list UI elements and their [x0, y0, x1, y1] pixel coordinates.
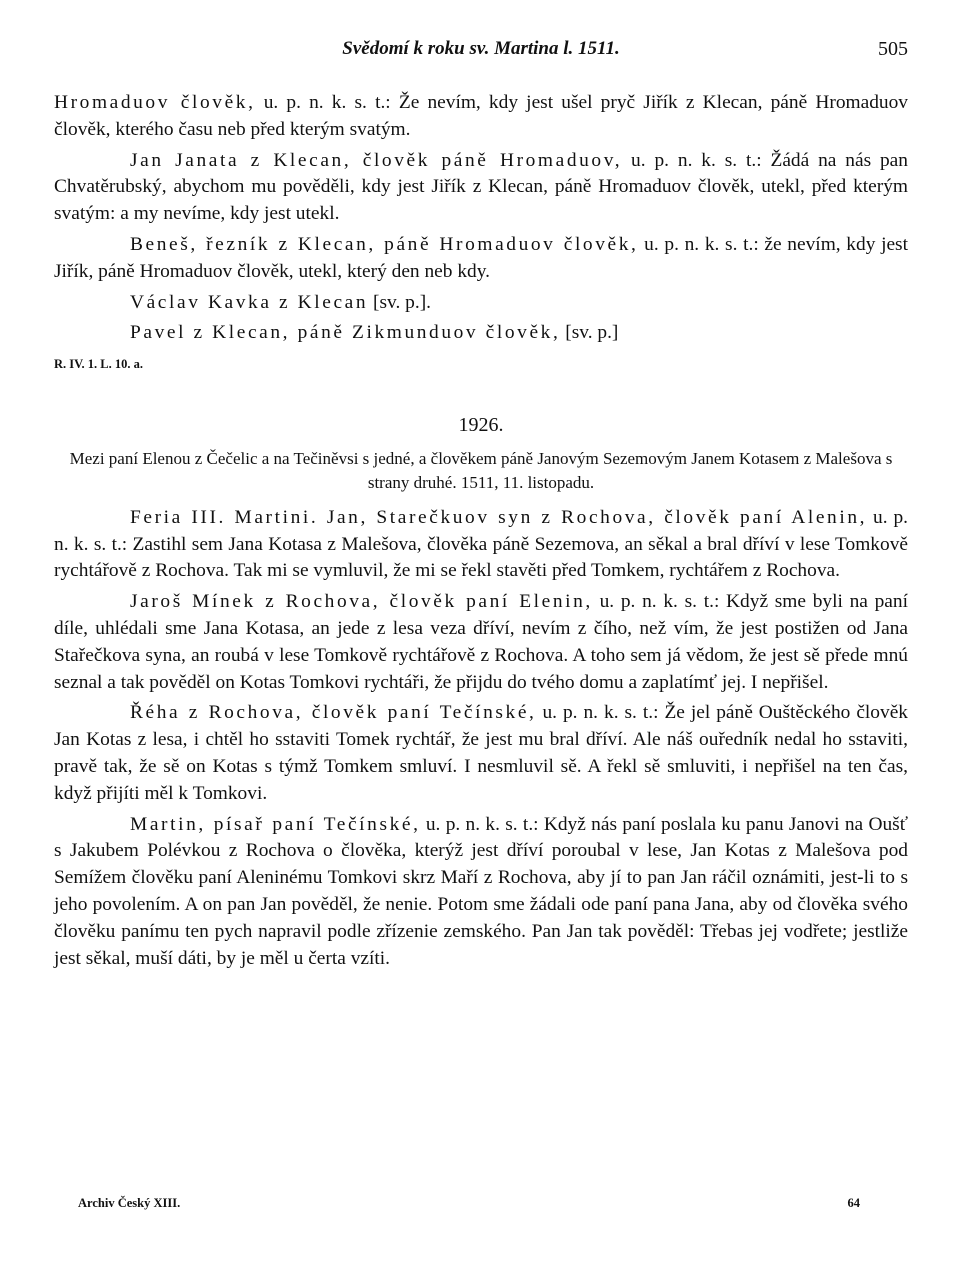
document-regest: Mezi paní Elenou z Čečelic a na Tečiněvsi s jedné, a člověkem páně Janovým Sezemovým Janem Kotasem z Malešova s strany druhé. 1511, 11. listopadu. [69, 448, 893, 492]
entry-martin-pisar [54, 812, 908, 973]
entry-kavka [54, 290, 908, 317]
running-title: Svědomí k roku sv. Martina l. 1511. [342, 38, 620, 59]
testimony: u. p. n. k. s. t.: Když nás paní poslala ku panu Janovi na Oušť s Jakubem Polévkou z Rochova o člověka, kterýž jest dříví poroubal v lese, Jan Kotas z Malešova pod Semížem člověku paní Aleninému Tomkovi skrz Maří z Rochova, aby jí to pan Jan ráčil oznámiti, jest-li to s jeho povolením. A on pan Jan pověděl, že nenie. Potom sme žádali ode paní pana Jana, aby od člověka svého člověku panímu ten pych napravil podle zřízenie zemského. Pan Jan tak pověděl: Třebas jej vodřete; jestliže jest sěkal, muší dáti, by je měl u čerta vzíti. [54, 813, 908, 969]
running-head [54, 38, 908, 68]
entry-reha [54, 700, 908, 807]
entry-janata [54, 148, 908, 228]
testimony: u. p. n. k. s. t.: že nevím, kdy jest Jiřík, páně Hromaduov člověk, utekl, který den neb kdy. [54, 233, 908, 282]
speaker: Václav Kavka z Klecan [130, 291, 369, 313]
archive-signature: R. IV. 1. L. 10. a. [54, 357, 144, 372]
speaker: Beneš, řezník z Klecan, páně Hromaduov člověk, [130, 233, 639, 255]
testimony: u. p. n. k. s. t.: Zastihl sem Jana Kotasa z Malešova, člověka páně Sezemova, an sěkal a bral dříví v lese Tomkově rychtářově z Rochova. Tak mi se vymluvil, že mi se řekl stavěti před Tomkem, rychtářem z Rochova. [54, 506, 908, 582]
speaker: Řéha z Rochova, člověk paní Tečínské, [130, 702, 537, 724]
testimony: [sv. p.]. [368, 291, 432, 313]
page-number: 505 [878, 38, 908, 60]
body-text [54, 90, 908, 972]
speaker: Martin, písař paní Tečínské, [130, 813, 421, 835]
testimony: u. p. n. k. s. t.: Žádá na nás pan Chvatěrubský, abychom mu pověděli, kdy jest Jiřík z Klecan, páně Hromaduov člověk, utekl, před kterým svatým: a my nevíme, kdy jest utekl. [54, 149, 908, 225]
speaker: Hromaduov člověk, [54, 92, 256, 113]
document-number: 1926. [458, 413, 504, 436]
speaker: Jan Janata z Klecan, člověk páně Hromaduov, [130, 149, 623, 171]
speaker: Pavel z Klecan, páně Zikmunduov člověk, [130, 322, 561, 344]
testimony: u. p. n. k. s. t.: Že jel páně Ouštěckého člověk Jan Kotas z lesa, i chtěl ho sstaviti Tomek rychtář, že jest mu bral dříví. Ale náš ouředník nedal ho sstaviti, pravě tak, že sě on Kotas s týmž Tomkem smluví. I nesmluvil sě. A řekl sě smluviti, i nepřišel na ten čas, když přijíti měl k Tomkovi. [54, 702, 908, 804]
entry-hromaduov [54, 90, 908, 144]
entry-benes [54, 232, 908, 286]
testimony: u. p. n. k. s. t.: Že nevím, kdy jest ušel pryč Jiřík z Klecan, páně Hromaduov člověk, kterého času neb před kterým svatým. [54, 92, 908, 140]
entry-pavel [54, 320, 908, 347]
entry-jan-stareckuov [54, 505, 908, 585]
speaker: Jaroš Mínek z Rochova, člověk paní Elenin, [130, 591, 593, 613]
speaker: Feria III. Martini. Jan, Starečkuov syn z Rochova, člověk paní Alenin, [130, 506, 868, 528]
testimony: u. p. n. k. s. t.: Když sme byli na paní díle, uhlédali sme Jana Kotasa, an jede z lesa veza dříví, nevím z čího, než vím, že jest postižen od Jana Stařečkova syna, an roubá v lese Tomkově rychtářově z Rochova. A toho sem já vědom, že jest sě přede mnú seznal a tak pověděl on Kotas Tomkovi rychtáři, že přijdu do tvého domu a zaplatímť jej. I nepřišel. [54, 591, 908, 693]
footer-volume: Archiv Český XIII. [78, 1196, 181, 1210]
footer-sheet-number: 64 [847, 1196, 860, 1210]
testimony: [sv. p.] [560, 322, 619, 344]
entry-jaros-minek [54, 589, 908, 696]
